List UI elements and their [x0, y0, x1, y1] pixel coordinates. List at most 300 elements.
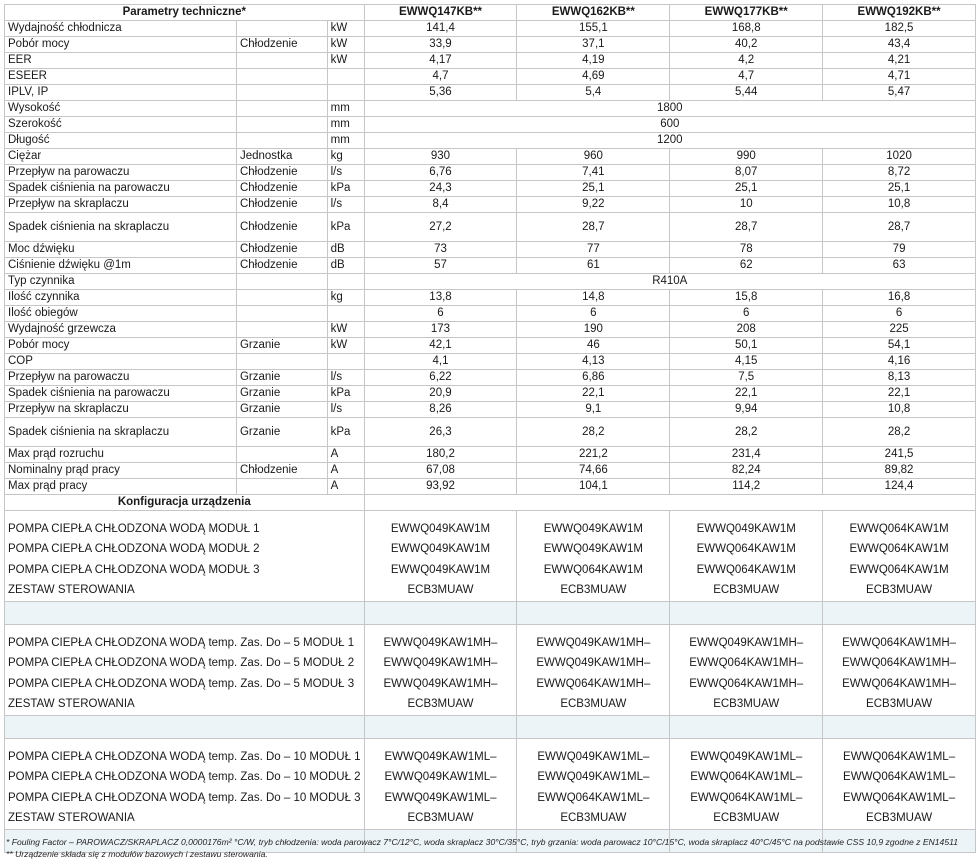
value-cell: 62	[670, 258, 823, 274]
config-value: EWWQ049KAW1M	[364, 560, 517, 581]
value-cell: 28,7	[670, 213, 823, 242]
config-value: EWWQ064KAW1M	[823, 540, 976, 561]
config-row	[5, 654, 976, 675]
value-cell: 61	[517, 258, 670, 274]
config-row	[5, 519, 976, 540]
value-cell: 8,4	[364, 197, 517, 213]
spec-row	[5, 370, 976, 386]
value-cell: 8,26	[364, 402, 517, 418]
config-value: EWWQ049KAW1M	[670, 519, 823, 540]
config-value: EWWQ064KAW1MH–	[517, 674, 670, 695]
mode-label: Chłodzenie	[236, 258, 327, 274]
config-value: EWWQ064KAW1M	[670, 560, 823, 581]
config-value: EWWQ049KAW1ML–	[517, 747, 670, 768]
mode-label: Chłodzenie	[236, 181, 327, 197]
spec-row	[5, 463, 976, 479]
config-spacer	[5, 739, 976, 748]
value-cell: 20,9	[364, 386, 517, 402]
mode-label: Grzanie	[236, 370, 327, 386]
value-cell: 4,7	[670, 69, 823, 85]
config-value: EWWQ064KAW1ML–	[823, 747, 976, 768]
value-cell: 4,71	[823, 69, 976, 85]
config-row	[5, 747, 976, 768]
separator-cell	[517, 602, 670, 625]
separator-cell	[823, 716, 976, 739]
value-cell: 40,2	[670, 37, 823, 53]
config-value: EWWQ049KAW1ML–	[364, 768, 517, 789]
unit-label: l/s	[327, 197, 364, 213]
parameter-label: Szerokość	[5, 117, 237, 133]
parameter-label: Przepływ na parowaczu	[5, 370, 237, 386]
config-label: POMPA CIEPŁA CHŁODZONA WODĄ temp. Zas. Do – 10 MODUŁ 2	[5, 768, 365, 789]
config-row	[5, 768, 976, 789]
unit-label: kW	[327, 53, 364, 69]
value-cell: 25,1	[517, 181, 670, 197]
config-row	[5, 809, 976, 830]
spec-row	[5, 290, 976, 306]
value-cell: 9,22	[517, 197, 670, 213]
footnote: ** Urządzenie składa się z modułów bazowych i zestawu sterowania.	[6, 849, 268, 859]
parameter-label: Ciężar	[5, 149, 237, 165]
parameter-label: Moc dźwięku	[5, 242, 237, 258]
value-cell: 5,4	[517, 85, 670, 101]
mode-label	[236, 69, 327, 85]
config-value: EWWQ064KAW1M	[670, 540, 823, 561]
parameter-label: IPLV, IP	[5, 85, 237, 101]
value-cell: 67,08	[364, 463, 517, 479]
value-cell: 46	[517, 338, 670, 354]
unit-label: kg	[327, 290, 364, 306]
unit-label: A	[327, 447, 364, 463]
value-cell: 5,44	[670, 85, 823, 101]
value-cell: 28,2	[517, 418, 670, 447]
value-cell: 6	[670, 306, 823, 322]
config-row	[5, 540, 976, 561]
spacer-cell	[670, 739, 823, 748]
value-cell: 231,4	[670, 447, 823, 463]
config-value: EWWQ064KAW1M	[823, 560, 976, 581]
mode-label: Chłodzenie	[236, 165, 327, 181]
parameter-label: ESEER	[5, 69, 237, 85]
config-value: EWWQ064KAW1MH–	[670, 674, 823, 695]
parameter-label: EER	[5, 53, 237, 69]
config-label: POMPA CIEPŁA CHŁODZONA WODĄ MODUŁ 1	[5, 519, 365, 540]
spacer-cell	[5, 625, 365, 634]
config-value: EWWQ064KAW1MH–	[670, 654, 823, 675]
value-cell: 10,8	[823, 197, 976, 213]
parameter-label: COP	[5, 354, 237, 370]
unit-label: l/s	[327, 165, 364, 181]
config-label: POMPA CIEPŁA CHŁODZONA WODĄ temp. Zas. Do – 10 MODUŁ 1	[5, 747, 365, 768]
value-cell: 78	[670, 242, 823, 258]
unit-label	[327, 69, 364, 85]
unit-label	[327, 354, 364, 370]
value-cell: 28,2	[670, 418, 823, 447]
value-cell: 8,72	[823, 165, 976, 181]
value-cell: 6	[823, 306, 976, 322]
model-header: EWWQ192KB**	[823, 5, 976, 21]
value-cell: 4,13	[517, 354, 670, 370]
value-cell: 9,94	[670, 402, 823, 418]
spec-row	[5, 479, 976, 495]
config-value: ECB3MUAW	[517, 809, 670, 830]
value-cell: 63	[823, 258, 976, 274]
value-cell: 208	[670, 322, 823, 338]
separator-cell	[364, 716, 517, 739]
config-header-blank	[364, 495, 975, 511]
unit-label: dB	[327, 242, 364, 258]
value-cell: 6,22	[364, 370, 517, 386]
parameter-label: Spadek ciśnienia na parowaczu	[5, 386, 237, 402]
unit-label: kPa	[327, 386, 364, 402]
value-cell: 33,9	[364, 37, 517, 53]
value-cell: 26,3	[364, 418, 517, 447]
value-cell: 182,5	[823, 21, 976, 37]
value-cell: 6,86	[517, 370, 670, 386]
mode-label: Chłodzenie	[236, 213, 327, 242]
config-value: EWWQ064KAW1ML–	[670, 768, 823, 789]
shared-value: R410A	[364, 274, 975, 290]
value-cell: 4,16	[823, 354, 976, 370]
parameter-label: Przepływ na skraplaczu	[5, 197, 237, 213]
parameter-label: Spadek ciśnienia na skraplaczu	[5, 418, 237, 447]
value-cell: 50,1	[670, 338, 823, 354]
parameter-label: Przepływ na parowaczu	[5, 165, 237, 181]
config-value: EWWQ049KAW1MH–	[364, 654, 517, 675]
value-cell: 15,8	[670, 290, 823, 306]
mode-label	[236, 447, 327, 463]
value-cell: 73	[364, 242, 517, 258]
unit-label	[327, 274, 364, 290]
value-cell: 4,7	[364, 69, 517, 85]
value-cell: 89,82	[823, 463, 976, 479]
footnotes	[6, 836, 972, 860]
spacer-cell	[5, 739, 365, 748]
mode-label: Chłodzenie	[236, 197, 327, 213]
value-cell: 173	[364, 322, 517, 338]
config-value: EWWQ049KAW1M	[517, 519, 670, 540]
config-value: EWWQ064KAW1MH–	[823, 674, 976, 695]
spec-row	[5, 53, 976, 69]
value-cell: 180,2	[364, 447, 517, 463]
parameter-label: Spadek ciśnienia na parowaczu	[5, 181, 237, 197]
value-cell: 930	[364, 149, 517, 165]
unit-label	[327, 306, 364, 322]
config-value: EWWQ064KAW1M	[517, 560, 670, 581]
unit-label: l/s	[327, 402, 364, 418]
parameter-label: Ciśnienie dźwięku @1m	[5, 258, 237, 274]
unit-label: A	[327, 463, 364, 479]
spec-row	[5, 117, 976, 133]
config-value: EWWQ064KAW1MH–	[823, 654, 976, 675]
config-value: EWWQ049KAW1ML–	[364, 747, 517, 768]
spec-row	[5, 69, 976, 85]
spec-row	[5, 165, 976, 181]
spec-row	[5, 402, 976, 418]
separator-cell	[823, 602, 976, 625]
value-cell: 22,1	[823, 386, 976, 402]
parameter-label: Wydajność chłodnicza	[5, 21, 237, 37]
config-label: ZESTAW STEROWANIA	[5, 695, 365, 716]
shared-value: 600	[364, 117, 975, 133]
spec-row	[5, 213, 976, 242]
value-cell: 221,2	[517, 447, 670, 463]
separator-cell	[670, 716, 823, 739]
config-value: ECB3MUAW	[364, 809, 517, 830]
config-row	[5, 633, 976, 654]
value-cell: 141,4	[364, 21, 517, 37]
mode-label	[236, 101, 327, 117]
config-row	[5, 581, 976, 602]
value-cell: 74,66	[517, 463, 670, 479]
spec-row	[5, 133, 976, 149]
spec-row	[5, 258, 976, 274]
value-cell: 4,2	[670, 53, 823, 69]
config-value: ECB3MUAW	[517, 581, 670, 602]
config-title: Konfiguracja urządzenia	[5, 495, 365, 511]
unit-label: kg	[327, 149, 364, 165]
value-cell: 25,1	[670, 181, 823, 197]
mode-label: Grzanie	[236, 338, 327, 354]
config-row	[5, 788, 976, 809]
value-cell: 13,8	[364, 290, 517, 306]
separator-cell	[5, 602, 365, 625]
value-cell: 57	[364, 258, 517, 274]
config-value: EWWQ049KAW1ML–	[670, 747, 823, 768]
mode-label: Chłodzenie	[236, 242, 327, 258]
value-cell: 6	[364, 306, 517, 322]
spacer-cell	[5, 511, 365, 520]
config-value: EWWQ064KAW1MH–	[823, 633, 976, 654]
value-cell: 4,69	[517, 69, 670, 85]
spec-row	[5, 322, 976, 338]
mode-label	[236, 21, 327, 37]
config-label: POMPA CIEPŁA CHŁODZONA WODĄ temp. Zas. Do – 5 MODUŁ 1	[5, 633, 365, 654]
config-value: ECB3MUAW	[670, 809, 823, 830]
value-cell: 43,4	[823, 37, 976, 53]
config-value: EWWQ064KAW1ML–	[517, 788, 670, 809]
spacer-cell	[364, 739, 517, 748]
config-label: POMPA CIEPŁA CHŁODZONA WODĄ temp. Zas. Do – 5 MODUŁ 2	[5, 654, 365, 675]
config-value: EWWQ064KAW1M	[823, 519, 976, 540]
config-header-row	[5, 495, 976, 511]
spacer-cell	[364, 625, 517, 634]
spacer-cell	[517, 625, 670, 634]
parameter-label: Wysokość	[5, 101, 237, 117]
spacer-cell	[517, 511, 670, 520]
value-cell: 93,92	[364, 479, 517, 495]
spec-row	[5, 338, 976, 354]
mode-label: Chłodzenie	[236, 463, 327, 479]
separator-cell	[5, 716, 365, 739]
spec-row	[5, 306, 976, 322]
spec-row	[5, 386, 976, 402]
unit-label: A	[327, 479, 364, 495]
value-cell: 4,15	[670, 354, 823, 370]
mode-label	[236, 85, 327, 101]
value-cell: 79	[823, 242, 976, 258]
config-value: EWWQ049KAW1M	[517, 540, 670, 561]
config-value: EWWQ049KAW1ML–	[517, 768, 670, 789]
technical-parameters-table	[4, 4, 976, 853]
value-cell: 155,1	[517, 21, 670, 37]
footnote: * Fouling Factor – PAROWACZ/SKRAPLACZ 0,0000176m² °C/W, tryb chłodzenia: woda parowacz 7°C/12°C, woda skraplacz 30°C/35°C, tryb grzania: woda parowacz 10°C/15°C, woda skraplacz 40°C/45°C na podstawie CSS 10,9 zgodne z EN14511	[6, 837, 959, 847]
value-cell: 9,1	[517, 402, 670, 418]
config-value: ECB3MUAW	[364, 581, 517, 602]
spacer-cell	[517, 739, 670, 748]
value-cell: 8,13	[823, 370, 976, 386]
unit-label: mm	[327, 101, 364, 117]
value-cell: 7,41	[517, 165, 670, 181]
value-cell: 28,7	[823, 213, 976, 242]
spec-row	[5, 85, 976, 101]
config-label: POMPA CIEPŁA CHŁODZONA WODĄ MODUŁ 2	[5, 540, 365, 561]
parameter-label: Pobór mocy	[5, 37, 237, 53]
value-cell: 990	[670, 149, 823, 165]
value-cell: 114,2	[670, 479, 823, 495]
config-value: ECB3MUAW	[364, 695, 517, 716]
table-title: Parametry techniczne*	[5, 5, 365, 21]
config-value: EWWQ064KAW1ML–	[823, 768, 976, 789]
config-value: ECB3MUAW	[670, 695, 823, 716]
config-value: EWWQ049KAW1MH–	[364, 633, 517, 654]
value-cell: 6	[517, 306, 670, 322]
value-cell: 1020	[823, 149, 976, 165]
mode-label	[236, 274, 327, 290]
value-cell: 5,36	[364, 85, 517, 101]
value-cell: 225	[823, 322, 976, 338]
value-cell: 4,1	[364, 354, 517, 370]
unit-label: l/s	[327, 370, 364, 386]
mode-label: Grzanie	[236, 418, 327, 447]
config-label: POMPA CIEPŁA CHŁODZONA WODĄ temp. Zas. Do – 10 MODUŁ 3	[5, 788, 365, 809]
model-header: EWWQ162KB**	[517, 5, 670, 21]
spec-row	[5, 21, 976, 37]
spacer-cell	[823, 511, 976, 520]
config-value: ECB3MUAW	[823, 581, 976, 602]
config-spacer	[5, 625, 976, 634]
config-spacer	[5, 511, 976, 520]
value-cell: 28,7	[517, 213, 670, 242]
value-cell: 82,24	[670, 463, 823, 479]
mode-label: Grzanie	[236, 386, 327, 402]
parameter-label: Długość	[5, 133, 237, 149]
config-value: EWWQ049KAW1MH–	[670, 633, 823, 654]
mode-label	[236, 133, 327, 149]
mode-label	[236, 322, 327, 338]
value-cell: 16,8	[823, 290, 976, 306]
unit-label: kPa	[327, 213, 364, 242]
unit-label: mm	[327, 117, 364, 133]
config-value: EWWQ064KAW1ML–	[823, 788, 976, 809]
value-cell: 6,76	[364, 165, 517, 181]
parameter-label: Wydajność grzewcza	[5, 322, 237, 338]
config-group-separator	[5, 602, 976, 625]
header-row	[5, 5, 976, 21]
config-value: EWWQ049KAW1MH–	[517, 633, 670, 654]
spacer-cell	[823, 739, 976, 748]
model-header: EWWQ147KB**	[364, 5, 517, 21]
shared-value: 1800	[364, 101, 975, 117]
spec-row	[5, 447, 976, 463]
config-value: ECB3MUAW	[670, 581, 823, 602]
mode-label	[236, 306, 327, 322]
spec-row	[5, 354, 976, 370]
mode-label	[236, 117, 327, 133]
config-row	[5, 695, 976, 716]
parameter-label: Spadek ciśnienia na skraplaczu	[5, 213, 237, 242]
value-cell: 25,1	[823, 181, 976, 197]
value-cell: 10,8	[823, 402, 976, 418]
unit-label: kW	[327, 37, 364, 53]
value-cell: 4,21	[823, 53, 976, 69]
spec-row	[5, 37, 976, 53]
config-value: EWWQ049KAW1M	[364, 540, 517, 561]
mode-label	[236, 53, 327, 69]
separator-cell	[364, 602, 517, 625]
config-value: EWWQ049KAW1MH–	[364, 674, 517, 695]
config-value: ECB3MUAW	[823, 695, 976, 716]
spacer-cell	[670, 511, 823, 520]
value-cell: 5,47	[823, 85, 976, 101]
spec-row	[5, 181, 976, 197]
config-value: EWWQ064KAW1ML–	[670, 788, 823, 809]
spacer-cell	[670, 625, 823, 634]
value-cell: 27,2	[364, 213, 517, 242]
config-value: EWWQ049KAW1ML–	[364, 788, 517, 809]
value-cell: 22,1	[517, 386, 670, 402]
value-cell: 54,1	[823, 338, 976, 354]
value-cell: 37,1	[517, 37, 670, 53]
value-cell: 28,2	[823, 418, 976, 447]
config-value: ECB3MUAW	[517, 695, 670, 716]
value-cell: 7,5	[670, 370, 823, 386]
parameter-label: Max prąd rozruchu	[5, 447, 237, 463]
spec-row	[5, 418, 976, 447]
unit-label: kW	[327, 21, 364, 37]
unit-label	[327, 85, 364, 101]
mode-label: Jednostka	[236, 149, 327, 165]
mode-label	[236, 354, 327, 370]
parameter-label: Ilość czynnika	[5, 290, 237, 306]
spacer-cell	[823, 625, 976, 634]
parameter-label: Typ czynnika	[5, 274, 237, 290]
parameter-label: Pobór mocy	[5, 338, 237, 354]
config-group-separator	[5, 716, 976, 739]
value-cell: 77	[517, 242, 670, 258]
spec-row	[5, 274, 976, 290]
value-cell: 10	[670, 197, 823, 213]
config-label: POMPA CIEPŁA CHŁODZONA WODĄ temp. Zas. Do – 5 MODUŁ 3	[5, 674, 365, 695]
spec-row	[5, 197, 976, 213]
value-cell: 168,8	[670, 21, 823, 37]
mode-label: Chłodzenie	[236, 37, 327, 53]
value-cell: 104,1	[517, 479, 670, 495]
value-cell: 14,8	[517, 290, 670, 306]
spec-row	[5, 149, 976, 165]
unit-label: mm	[327, 133, 364, 149]
spec-row	[5, 101, 976, 117]
shared-value: 1200	[364, 133, 975, 149]
parameter-label: Max prąd pracy	[5, 479, 237, 495]
config-label: ZESTAW STEROWANIA	[5, 809, 365, 830]
parameter-label: Nominalny prąd pracy	[5, 463, 237, 479]
value-cell: 124,4	[823, 479, 976, 495]
separator-cell	[517, 716, 670, 739]
config-label: ZESTAW STEROWANIA	[5, 581, 365, 602]
value-cell: 4,19	[517, 53, 670, 69]
config-value: ECB3MUAW	[823, 809, 976, 830]
